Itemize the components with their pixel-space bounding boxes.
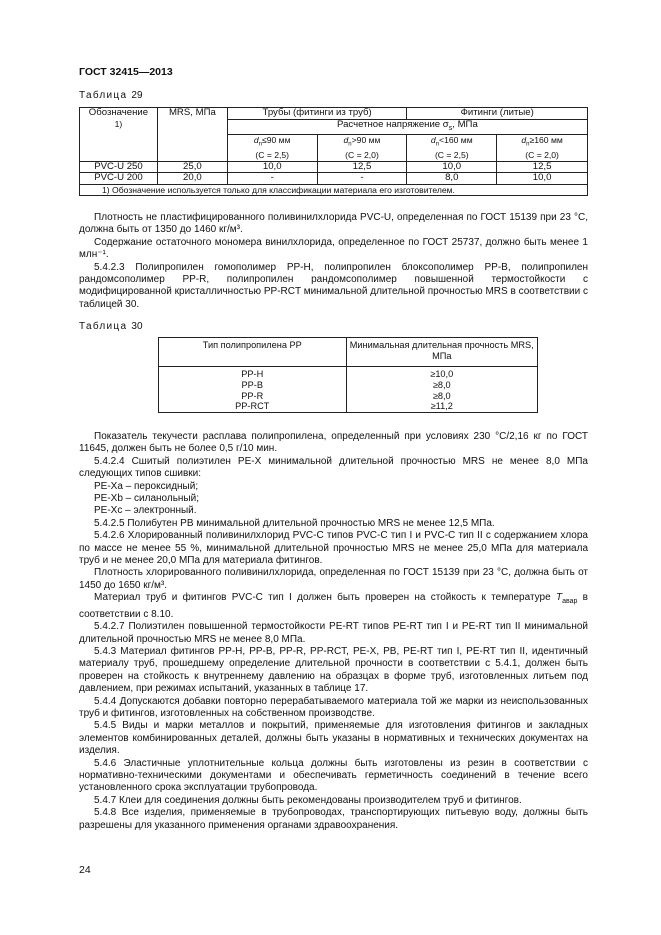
paragraph: 5.4.8 Все изделия, применяемые в трубопроводах, транспортирующих питьевую воду, должны быть разрешены для указанного применения органами здравоохранения. [79, 807, 588, 831]
subheader-1: $d_n\le 90$ мм (C = 2,5) [227, 134, 317, 161]
paragraph: 5.4.2.5 Полибутен PB минимальной длительной прочностью MRS не менее 12,5 МПа. [94, 517, 495, 529]
header-pp-type: Тип полипропилена PP [159, 338, 347, 367]
paragraph: 5.4.2.4 Сшитый полиэтилен PE-X минимальной длительной прочностью MRS не менее 8,0 МПа следующих типов сшивки: [79, 455, 588, 480]
text-block-1 [79, 212, 588, 311]
header-designation: Обозначение 1) [80, 108, 158, 162]
paragraph: PE-Xc – электронный. [94, 505, 197, 517]
table-29 [79, 107, 588, 196]
subheader-2: $d_n>90$ мм (C = 2,0) [317, 134, 407, 161]
header-fittings: Фитинги (литые) [407, 108, 588, 120]
table-30-caption-number: 30 [131, 321, 143, 332]
table-29-caption-number: 29 [131, 90, 143, 101]
table-30 [158, 337, 538, 413]
header-pipes: Трубы (фитинги из труб) [227, 108, 407, 120]
list-item: ≥11,2 [430, 401, 453, 412]
paragraph: Содержание остаточного мономера винилхлорида, определенное по ГОСТ 25737, должно быть менее 1 млн⁻¹. [79, 236, 588, 261]
pp-type-list [159, 367, 347, 413]
table-30-caption-word: Таблица [79, 321, 128, 332]
list-item: PP-RCT [235, 401, 270, 412]
list-item: ≥8,0 [432, 379, 451, 390]
header-design-stress: Расчетное напряжение $\sigma_s$, МПа [227, 119, 587, 134]
paragraph: 5.4.6 Эластичные уплотнительные кольца должны быть изготовлены из резин в соответствии с нормативно-техническими документами и обеспечивать герметичность соединений в течение всего установленного срока эксплуатации трубопровода. [79, 757, 588, 794]
table-29-caption-word: Таблица [79, 90, 128, 101]
paragraph: 5.4.7 Клеи для соединения должны быть рекомендованы производителем труб и фитингов. [94, 794, 522, 806]
designation-note-marker: 1) [114, 118, 123, 129]
text-block-2 [79, 431, 588, 832]
table-row: PVC-U 250 25,0 10,0 12,5 10,0 12,5 [80, 161, 588, 173]
paragraph: 5.4.2.7 Полиэтилен повышенной термостойкости PE-RT типов PE-RT тип I и PE-RT тип II минимальной длительной прочностью MRS не менее 8,0 МПа. [79, 621, 588, 645]
paragraph: Показатель текучести расплава полипропилена, определенный при условиях 230 °С/2,16 кг по ГОСТ 11645, должен быть не более 0,5 г/10 мин. [79, 431, 588, 455]
paragraph: PE-Xa – пероксидный; [94, 480, 199, 492]
header-min-strength: Минимальная длительная прочность MRS, МПа [346, 338, 537, 367]
paragraph: 5.4.4 Допускаются добавки повторно перерабатываемого материала той же марки из неиспользованных труб и фитингов, изготовленных на собственном производстве. [79, 695, 588, 719]
subheader-4: $d_n\ge 160$ мм (C = 2,0) [497, 134, 588, 161]
list-item: ≥8,0 [432, 390, 451, 401]
table-29-caption [79, 90, 143, 101]
list-item: PP-H [241, 369, 264, 379]
header-mrs: MRS, МПа [157, 108, 227, 162]
paragraph: Плотность не пластифицированного поливинилхлорида PVC-U, определенная по ГОСТ 15139 при 23 °С, должна быть от 1350 до 1460 кг/м³. [79, 212, 588, 236]
pp-mrs-list [346, 367, 537, 413]
list-item: ≥10,0 [430, 369, 454, 379]
table-29-footnote: 1) Обозначение используется только для классификации материала его изготовителем. [80, 184, 588, 196]
paragraph: 5.4.5 Виды и марки металлов и покрытий, применяемые для изготовления фитингов и закладных элементов комбинированных деталей, должны быть указаны в нормативных и технических документах на изделия. [79, 720, 588, 757]
paragraph-tavar: Материал труб и фитингов PVC-C тип I должен быть проверен на стойкость к температуре $T_{авар}$ в соответствии с 8.10. [79, 592, 588, 620]
paragraph: 5.4.3 Материал фитингов PP-H, PP-B, PP-R, PP-RCT, PE-X, PB, PE-RT тип I, PE-RT тип II, идентичный материалу труб, прошедшему определение длительной прочности в соответствии с 5.4.1, должен быть проверен на стойкость к внутреннему давлению на образцах в форме труб, изготовленных литьем под давлением, при режимах испытаний, указанных в таблице 17. [79, 645, 588, 695]
paragraph: PE-Xb – силанольный; [94, 493, 199, 505]
list-item: PP-B [241, 379, 263, 390]
paragraph: Плотность хлорированного поливинилхлорида, определенная по ГОСТ 15139 при 23 °С, должна быть от 1450 до 1650 кг/м³. [79, 567, 588, 591]
page-number: 24 [79, 864, 91, 876]
document-header: ГОСТ 32415—2013 [79, 66, 173, 78]
table-30-caption [79, 321, 143, 332]
paragraph: 5.4.2.6 Хлорированный поливинилхлорид PVC-C типов PVC-C тип I и PVC-C тип II с содержанием хлора по массе не менее 55 %, минимальной длительной прочностью MRS не менее 25,0 МПа для материала труб и не менее 20,0 МПа для материала фитингов. [79, 530, 588, 567]
paragraph: 5.4.2.3 Полипропилен гомополимер PP-H, полипропилен блоксополимер PP-B, полипропилен рандомсополимер PP-R, полипропилен рандомсополимер повышенной термостойкости с модифицированной кристалличностью PP-RCT минимальной длительной прочностью MRS в соответствии с таблицей 30. [79, 261, 588, 310]
subheader-3: $d_n<160$ мм (C = 2,5) [407, 134, 497, 161]
table-row: PVC-U 200 20,0 - - 8,0 10,0 [80, 173, 588, 185]
list-item: PP-R [241, 390, 264, 401]
